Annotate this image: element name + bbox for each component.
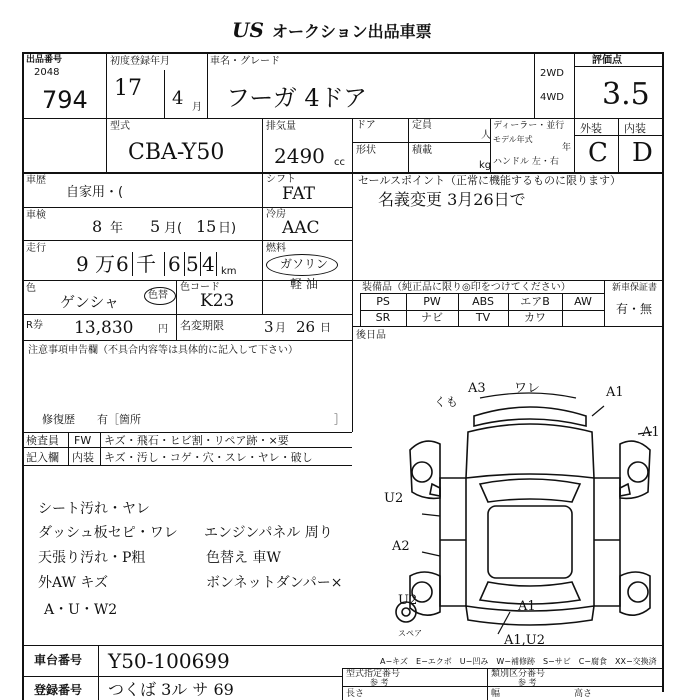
sheet-title: オークション出品車票 — [272, 22, 432, 41]
notes-label: 注意事項申告欄（不具合内容等は具体的に記入して下さい） — [28, 345, 298, 356]
frame-left — [22, 52, 24, 700]
repair-history: 修復歴 有［箇所 — [42, 413, 141, 426]
inspection-day-unit: 日) — [218, 221, 237, 236]
inspection-month: 5 — [150, 217, 161, 236]
dealer-year-unit: 年 — [562, 143, 572, 153]
name-change-day: 26 — [296, 318, 316, 336]
inspector-label-1: 検査員 — [26, 434, 59, 447]
tax-unit: 円 — [158, 324, 168, 335]
dealer-handle: ハンドル 左・右 — [493, 157, 559, 167]
tax-label: R券 — [26, 320, 43, 331]
inspection-day: 15 — [196, 217, 217, 236]
equip-leather: カワ — [524, 311, 546, 324]
shape-label: 形状 — [356, 145, 376, 156]
sales-points-label: セールスポイント（正常に機能するものに限ります） — [358, 174, 622, 187]
model-value: CBA-Y50 — [128, 140, 225, 165]
color-code-label: 色コード — [180, 282, 220, 293]
remark-seat: シート汚れ・ヤレ — [38, 501, 150, 517]
mark-a2: A2 — [392, 539, 410, 554]
frame-top — [22, 52, 664, 54]
int-items: キズ・汚し・コゲ・穴・スレ・ヤレ・破し — [104, 451, 313, 464]
mileage-digit-4: 5 — [186, 252, 199, 276]
mileage-unit-sen: 千 — [136, 252, 156, 276]
mileage-digit-1: 9 — [76, 252, 89, 276]
doors-label: ドア — [356, 120, 376, 131]
dim-height: 高さ — [574, 689, 593, 699]
mileage-unit: km — [221, 266, 237, 277]
registration-label: 登録番号 — [34, 683, 83, 697]
capacity-unit: 人 — [481, 130, 491, 141]
mileage-label: 走行 — [26, 243, 46, 254]
equip-aw: AW — [574, 295, 592, 308]
color-value: ゲンシャ — [60, 293, 120, 311]
dealer-label: ディーラー・並行 — [493, 121, 565, 131]
lot-label: 出品番号 — [26, 55, 63, 65]
warranty-value: 有・無 — [616, 302, 653, 316]
type-designation-label: 型式指定番号 — [346, 669, 401, 679]
equipment-label: 装備品（純正品に限り◎印をつけてください） — [362, 282, 571, 293]
equip-navi: ナビ — [421, 311, 443, 324]
mark-a1-top: A1 — [606, 385, 624, 400]
equip-abs: ABS — [472, 295, 494, 308]
int-label: 内装 — [72, 451, 94, 464]
inspection-month-unit: 月( — [164, 221, 183, 236]
inspector-label-2: 記入欄 — [26, 451, 59, 464]
inspection-year-unit: 年 — [110, 221, 124, 236]
remark-auw: A・U・W2 — [44, 602, 118, 618]
aircon-label: 冷房 — [266, 209, 286, 220]
registration-value: つくば 3ル サ 69 — [108, 680, 234, 699]
equip-pw: PW — [423, 295, 441, 308]
displacement-unit: cc — [334, 157, 345, 168]
repair-bracket: ］ — [334, 413, 345, 426]
name-change-month: 3 — [264, 318, 274, 336]
fuel-diesel: 軽 油 — [290, 277, 318, 291]
grade-score: 3.5 — [602, 77, 650, 112]
tax-value: 13,830 — [74, 318, 134, 338]
color-code: K23 — [200, 291, 235, 311]
mark-a1-right: A1 — [642, 425, 660, 440]
mark-u2-low: U2 — [398, 593, 418, 608]
chassis-label: 車台番号 — [34, 653, 83, 667]
equip-sr: SR — [375, 311, 391, 324]
car-name: フーガ 4ドア — [226, 84, 367, 112]
remark-bonnet: ボンネットダンパー× — [206, 575, 343, 591]
equip-ps: PS — [376, 295, 390, 308]
mark-a3: A3 — [468, 381, 486, 396]
remark-aw: 外AW キズ — [38, 575, 109, 591]
mileage-digit-3: 6 — [168, 252, 181, 276]
mileage-unit-man: 万 — [95, 252, 115, 276]
capacity-label: 定員 — [412, 120, 432, 131]
warranty-label: 新車保証書 — [612, 283, 658, 293]
dim-width: 幅 — [491, 689, 501, 699]
first-reg-month: 4 — [172, 88, 184, 109]
equip-tv: TV — [475, 311, 491, 324]
mark-kuchi: くも — [434, 395, 459, 409]
first-reg-month-unit: 月 — [192, 102, 202, 113]
fw-label: FW — [74, 434, 92, 447]
remark-engine: エンジンパネル 周り — [204, 525, 333, 541]
mark-a1u2: A1,U2 — [504, 633, 546, 648]
drive-2wd: 2WD — [540, 68, 564, 79]
aircon-value: AAC — [282, 218, 320, 238]
load-unit: kg — [479, 160, 492, 171]
color-change-badge: 色替 — [148, 290, 168, 301]
use-value: 自家用・( — [66, 185, 124, 200]
name-change-day-unit: 日 — [320, 321, 331, 334]
first-reg-label: 初度登録年月 — [110, 56, 170, 67]
mileage-digit-5: 4 — [202, 252, 215, 276]
shift-value: FAT — [282, 184, 316, 204]
mark-u2: U2 — [384, 491, 404, 506]
lot-number: 794 — [42, 86, 88, 114]
class-number-sub: 参 考 — [518, 678, 537, 687]
mileage-digit-2: 6 — [116, 252, 129, 276]
interior-label: 内装 — [624, 122, 646, 135]
interior-grade: D — [632, 138, 653, 168]
class-number-label: 類別区分番号 — [491, 669, 546, 679]
name-change-month-unit: 月 — [275, 321, 286, 334]
remark-repaint: 色替え 車W — [206, 550, 281, 566]
shift-label: シフト — [266, 174, 296, 185]
exterior-label: 外装 — [580, 122, 602, 135]
grade-label: 評価点 — [592, 55, 622, 66]
mark-a1-bottom: A1 — [518, 599, 536, 614]
spare-label: スペア — [398, 629, 422, 638]
damage-legend: A−キズ E−エクボ U−凹み W−補修跡 S−サビ C−腐食 XX−交換済 — [380, 657, 657, 666]
drive-4wd: 4WD — [540, 92, 564, 103]
model-label: 型式 — [110, 121, 130, 132]
name-change-label: 名変期限 — [180, 319, 224, 332]
remark-dash: ダッシュ板セピ・ワレ — [38, 525, 178, 541]
type-designation-sub: 参 考 — [370, 678, 389, 687]
first-reg-year: 17 — [114, 76, 142, 101]
fuel-gasoline: ガソリン — [280, 257, 329, 271]
displacement-value: 2490 — [274, 144, 325, 168]
equip-airbag: エアB — [520, 295, 550, 308]
displacement-label: 排気量 — [266, 121, 296, 132]
remark-roof: 天張り汚れ・P粗 — [38, 550, 146, 566]
inspection-label: 車検 — [26, 210, 46, 221]
dealer-model-year: モデル年式 — [493, 135, 533, 144]
color-label: 色 — [26, 283, 36, 294]
delivery-label: 後日品 — [356, 330, 386, 341]
sales-points-text: 名義変更 3月26日で — [378, 190, 526, 209]
auction-logo: US — [232, 18, 264, 42]
chassis-value: Y50-100699 — [108, 649, 230, 673]
load-label: 積載 — [412, 145, 432, 156]
dim-length: 長さ — [346, 689, 365, 699]
use-label: 車歴 — [26, 175, 46, 186]
mark-kure: ワレ — [514, 381, 541, 396]
fw-items: キズ・飛石・ヒビ割・リペア跡・×要 — [104, 434, 289, 447]
exterior-grade: C — [588, 138, 608, 168]
car-name-label: 車名・グレード — [210, 56, 280, 67]
lot-code: 2048 — [34, 67, 60, 78]
fuel-label: 燃料 — [266, 243, 286, 254]
inspection-year: 8 — [92, 217, 103, 236]
